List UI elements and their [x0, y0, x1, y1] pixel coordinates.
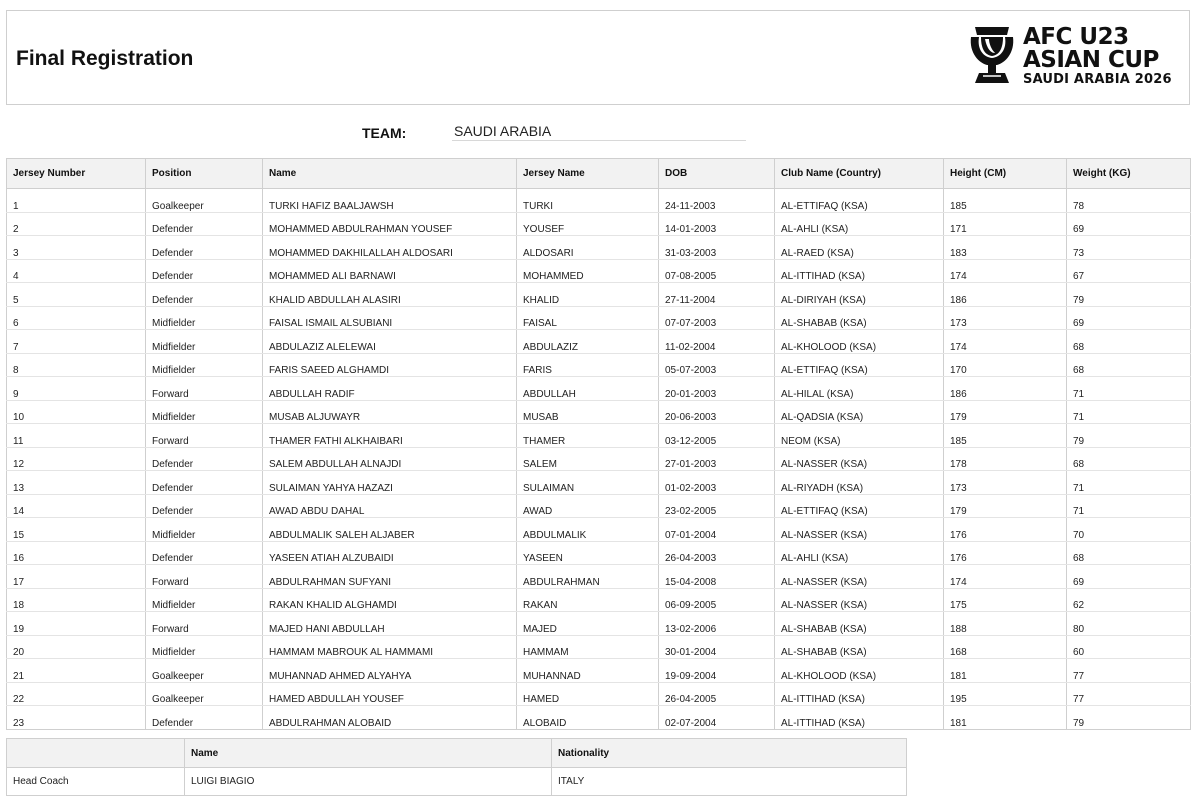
name-cell: FARIS SAEED ALGHAMDI [263, 353, 517, 377]
weight-cell: 77 [1067, 659, 1191, 683]
club-cell: AL-NASSER (KSA) [775, 588, 944, 612]
name-cell: ABDULRAHMAN SUFYANI [263, 565, 517, 589]
table-row [7, 682, 1191, 706]
dob-cell: 07-08-2005 [659, 259, 775, 283]
table-row [7, 353, 1191, 377]
club-cell: AL-SHABAB (KSA) [775, 306, 944, 330]
jersey-name-cell: MAJED [517, 612, 659, 636]
jersey-name-cell: TURKI [517, 189, 659, 213]
weight-cell: 71 [1067, 494, 1191, 518]
name-cell: YASEEN ATIAH ALZUBAIDI [263, 541, 517, 565]
height-cell: 175 [944, 588, 1067, 612]
jersey-number-cell: 7 [7, 330, 146, 354]
weight-cell: 68 [1067, 353, 1191, 377]
height-cell: 181 [944, 659, 1067, 683]
height-cell: 188 [944, 612, 1067, 636]
jersey-number-cell: 16 [7, 541, 146, 565]
club-cell: AL-ITTIHAD (KSA) [775, 682, 944, 706]
weight-cell: 60 [1067, 635, 1191, 659]
weight-cell: 69 [1067, 565, 1191, 589]
table-row [7, 377, 1191, 401]
jersey-number-cell: 1 [7, 189, 146, 213]
name-cell: ABDULLAH RADIF [263, 377, 517, 401]
name-cell: THAMER FATHI ALKHAIBARI [263, 424, 517, 448]
club-cell: AL-ITTIHAD (KSA) [775, 259, 944, 283]
jersey-name-cell: ABDULLAH [517, 377, 659, 401]
column-header: Nationality [552, 739, 907, 768]
position-cell: Forward [146, 377, 263, 401]
table-row [7, 259, 1191, 283]
weight-cell: 62 [1067, 588, 1191, 612]
position-cell: Forward [146, 612, 263, 636]
dob-cell: 24-11-2003 [659, 189, 775, 213]
dob-cell: 07-07-2003 [659, 306, 775, 330]
dob-cell: 06-09-2005 [659, 588, 775, 612]
jersey-number-cell: 4 [7, 259, 146, 283]
weight-cell: 71 [1067, 377, 1191, 401]
jersey-name-cell: MUHANNAD [517, 659, 659, 683]
dob-cell: 20-06-2003 [659, 400, 775, 424]
position-cell: Defender [146, 283, 263, 307]
weight-cell: 78 [1067, 189, 1191, 213]
jersey-number-cell: 17 [7, 565, 146, 589]
column-header: Height (CM) [944, 159, 1067, 189]
jersey-name-cell: MUSAB [517, 400, 659, 424]
dob-cell: 27-01-2003 [659, 447, 775, 471]
column-header: Position [146, 159, 263, 189]
team-row [362, 122, 746, 142]
name-cell: MUHANNAD AHMED ALYAHYA [263, 659, 517, 683]
name-cell: SALEM ABDULLAH ALNAJDI [263, 447, 517, 471]
position-cell: Midfielder [146, 330, 263, 354]
table-row [7, 494, 1191, 518]
position-cell: Defender [146, 471, 263, 495]
jersey-name-cell: SULAIMAN [517, 471, 659, 495]
jersey-name-cell: HAMMAM [517, 635, 659, 659]
position-cell: Goalkeeper [146, 189, 263, 213]
height-cell: 181 [944, 706, 1067, 730]
column-header [7, 739, 185, 768]
jersey-name-cell: RAKAN [517, 588, 659, 612]
jersey-name-cell: SALEM [517, 447, 659, 471]
name-cell: FAISAL ISMAIL ALSUBIANI [263, 306, 517, 330]
jersey-name-cell: THAMER [517, 424, 659, 448]
jersey-name-cell: FAISAL [517, 306, 659, 330]
table-row [7, 659, 1191, 683]
club-cell: AL-NASSER (KSA) [775, 447, 944, 471]
players-table-body [7, 189, 1191, 730]
position-cell: Midfielder [146, 635, 263, 659]
jersey-number-cell: 23 [7, 706, 146, 730]
column-header: Jersey Name [517, 159, 659, 189]
column-header: Name [185, 739, 552, 768]
club-cell: AL-HILAL (KSA) [775, 377, 944, 401]
club-cell: AL-AHLI (KSA) [775, 541, 944, 565]
table-row [7, 588, 1191, 612]
dob-cell: 02-07-2004 [659, 706, 775, 730]
height-cell: 179 [944, 494, 1067, 518]
staff-name: LUIGI BIAGIO [185, 768, 552, 796]
table-row [7, 212, 1191, 236]
weight-cell: 79 [1067, 283, 1191, 307]
position-cell: Midfielder [146, 588, 263, 612]
column-header: Jersey Number [7, 159, 146, 189]
jersey-name-cell: ABDULMALIK [517, 518, 659, 542]
jersey-name-cell: MOHAMMED [517, 259, 659, 283]
jersey-number-cell: 14 [7, 494, 146, 518]
weight-cell: 71 [1067, 471, 1191, 495]
club-cell: AL-ITTIHAD (KSA) [775, 706, 944, 730]
dob-cell: 23-02-2005 [659, 494, 775, 518]
club-cell: AL-DIRIYAH (KSA) [775, 283, 944, 307]
club-cell: AL-ETTIFAQ (KSA) [775, 494, 944, 518]
logo-line-1: AFC U23 [1023, 24, 1129, 50]
weight-cell: 79 [1067, 706, 1191, 730]
height-cell: 168 [944, 635, 1067, 659]
table-row [7, 424, 1191, 448]
jersey-name-cell: ALOBAID [517, 706, 659, 730]
table-row [7, 565, 1191, 589]
column-header: Weight (KG) [1067, 159, 1191, 189]
height-cell: 179 [944, 400, 1067, 424]
jersey-name-cell: HAMED [517, 682, 659, 706]
club-cell: AL-RIYADH (KSA) [775, 471, 944, 495]
table-row [7, 447, 1191, 471]
table-row [7, 635, 1191, 659]
dob-cell: 30-01-2004 [659, 635, 775, 659]
jersey-number-cell: 8 [7, 353, 146, 377]
jersey-name-cell: ABDULRAHMAN [517, 565, 659, 589]
jersey-name-cell: AWAD [517, 494, 659, 518]
weight-cell: 79 [1067, 424, 1191, 448]
position-cell: Defender [146, 541, 263, 565]
dob-cell: 19-09-2004 [659, 659, 775, 683]
height-cell: 185 [944, 189, 1067, 213]
name-cell: MOHAMMED ALI BARNAWI [263, 259, 517, 283]
club-cell: AL-QADSIA (KSA) [775, 400, 944, 424]
staff-nationality: ITALY [552, 768, 907, 796]
header-box [6, 10, 1190, 105]
column-header: Name [263, 159, 517, 189]
height-cell: 174 [944, 259, 1067, 283]
dob-cell: 05-07-2003 [659, 353, 775, 377]
team-label: TEAM: [362, 125, 407, 141]
dob-cell: 03-12-2005 [659, 424, 775, 448]
dob-cell: 11-02-2004 [659, 330, 775, 354]
table-row [7, 330, 1191, 354]
position-cell: Goalkeeper [146, 682, 263, 706]
page-title: Final Registration [16, 47, 194, 70]
name-cell: MOHAMMED DAKHILALLAH ALDOSARI [263, 236, 517, 260]
jersey-name-cell: YOUSEF [517, 212, 659, 236]
table-row [7, 471, 1191, 495]
weight-cell: 70 [1067, 518, 1191, 542]
position-cell: Defender [146, 447, 263, 471]
jersey-number-cell: 9 [7, 377, 146, 401]
club-cell: AL-RAED (KSA) [775, 236, 944, 260]
jersey-name-cell: YASEEN [517, 541, 659, 565]
dob-cell: 20-01-2003 [659, 377, 775, 401]
column-header: DOB [659, 159, 775, 189]
name-cell: HAMMAM MABROUK AL HAMMAMI [263, 635, 517, 659]
trophy-icon [965, 23, 1019, 87]
table-row [7, 541, 1191, 565]
height-cell: 178 [944, 447, 1067, 471]
name-cell: ABDULRAHMAN ALOBAID [263, 706, 517, 730]
jersey-number-cell: 13 [7, 471, 146, 495]
jersey-number-cell: 6 [7, 306, 146, 330]
height-cell: 176 [944, 518, 1067, 542]
name-cell: MAJED HANI ABDULLAH [263, 612, 517, 636]
jersey-number-cell: 20 [7, 635, 146, 659]
table-row [7, 189, 1191, 213]
dob-cell: 01-02-2003 [659, 471, 775, 495]
height-cell: 176 [944, 541, 1067, 565]
jersey-number-cell: 22 [7, 682, 146, 706]
position-cell: Defender [146, 706, 263, 730]
name-cell: AWAD ABDU DAHAL [263, 494, 517, 518]
jersey-name-cell: ABDULAZIZ [517, 330, 659, 354]
position-cell: Forward [146, 424, 263, 448]
weight-cell: 73 [1067, 236, 1191, 260]
dob-cell: 07-01-2004 [659, 518, 775, 542]
jersey-name-cell: ALDOSARI [517, 236, 659, 260]
name-cell: KHALID ABDULLAH ALASIRI [263, 283, 517, 307]
column-header: Club Name (Country) [775, 159, 944, 189]
jersey-number-cell: 21 [7, 659, 146, 683]
jersey-number-cell: 3 [7, 236, 146, 260]
club-cell: AL-ETTIFAQ (KSA) [775, 189, 944, 213]
club-cell: AL-NASSER (KSA) [775, 565, 944, 589]
players-table [6, 158, 1191, 730]
position-cell: Defender [146, 494, 263, 518]
club-cell: AL-AHLI (KSA) [775, 212, 944, 236]
club-cell: AL-ETTIFAQ (KSA) [775, 353, 944, 377]
name-cell: TURKI HAFIZ BAALJAWSH [263, 189, 517, 213]
weight-cell: 68 [1067, 447, 1191, 471]
staff-header-row [7, 739, 907, 768]
name-cell: RAKAN KHALID ALGHAMDI [263, 588, 517, 612]
weight-cell: 69 [1067, 212, 1191, 236]
dob-cell: 26-04-2003 [659, 541, 775, 565]
weight-cell: 77 [1067, 682, 1191, 706]
staff-role: Head Coach [7, 768, 185, 796]
jersey-name-cell: KHALID [517, 283, 659, 307]
players-header-row [7, 159, 1191, 189]
position-cell: Goalkeeper [146, 659, 263, 683]
weight-cell: 71 [1067, 400, 1191, 424]
jersey-number-cell: 2 [7, 212, 146, 236]
staff-row [7, 768, 907, 796]
height-cell: 173 [944, 471, 1067, 495]
table-row [7, 518, 1191, 542]
dob-cell: 14-01-2003 [659, 212, 775, 236]
height-cell: 171 [944, 212, 1067, 236]
jersey-number-cell: 19 [7, 612, 146, 636]
height-cell: 186 [944, 283, 1067, 307]
table-row [7, 283, 1191, 307]
weight-cell: 69 [1067, 306, 1191, 330]
height-cell: 185 [944, 424, 1067, 448]
dob-cell: 31-03-2003 [659, 236, 775, 260]
table-row [7, 236, 1191, 260]
position-cell: Defender [146, 212, 263, 236]
position-cell: Defender [146, 259, 263, 283]
position-cell: Midfielder [146, 518, 263, 542]
jersey-number-cell: 11 [7, 424, 146, 448]
weight-cell: 68 [1067, 330, 1191, 354]
club-cell: AL-KHOLOOD (KSA) [775, 659, 944, 683]
team-value: SAUDI ARABIA [454, 123, 552, 139]
height-cell: 174 [944, 330, 1067, 354]
staff-table [6, 738, 907, 796]
team-underline [452, 140, 746, 141]
height-cell: 174 [944, 565, 1067, 589]
position-cell: Forward [146, 565, 263, 589]
weight-cell: 68 [1067, 541, 1191, 565]
table-row [7, 706, 1191, 730]
name-cell: ABDULAZIZ ALELEWAI [263, 330, 517, 354]
weight-cell: 67 [1067, 259, 1191, 283]
club-cell: AL-NASSER (KSA) [775, 518, 944, 542]
name-cell: MOHAMMED ABDULRAHMAN YOUSEF [263, 212, 517, 236]
dob-cell: 15-04-2008 [659, 565, 775, 589]
table-row [7, 400, 1191, 424]
jersey-number-cell: 15 [7, 518, 146, 542]
jersey-number-cell: 5 [7, 283, 146, 307]
club-cell: AL-SHABAB (KSA) [775, 612, 944, 636]
height-cell: 170 [944, 353, 1067, 377]
dob-cell: 26-04-2005 [659, 682, 775, 706]
table-row [7, 306, 1191, 330]
name-cell: HAMED ABDULLAH YOUSEF [263, 682, 517, 706]
position-cell: Midfielder [146, 353, 263, 377]
height-cell: 173 [944, 306, 1067, 330]
club-cell: AL-SHABAB (KSA) [775, 635, 944, 659]
position-cell: Midfielder [146, 306, 263, 330]
jersey-name-cell: FARIS [517, 353, 659, 377]
height-cell: 186 [944, 377, 1067, 401]
dob-cell: 27-11-2004 [659, 283, 775, 307]
jersey-number-cell: 10 [7, 400, 146, 424]
table-row [7, 612, 1191, 636]
jersey-number-cell: 12 [7, 447, 146, 471]
position-cell: Defender [146, 236, 263, 260]
name-cell: SULAIMAN YAHYA HAZAZI [263, 471, 517, 495]
logo-line-3: SAUDI ARABIA 2026 [1023, 72, 1172, 87]
position-cell: Midfielder [146, 400, 263, 424]
height-cell: 195 [944, 682, 1067, 706]
club-cell: NEOM (KSA) [775, 424, 944, 448]
weight-cell: 80 [1067, 612, 1191, 636]
name-cell: ABDULMALIK SALEH ALJABER [263, 518, 517, 542]
dob-cell: 13-02-2006 [659, 612, 775, 636]
tournament-logo [965, 23, 1175, 93]
name-cell: MUSAB ALJUWAYR [263, 400, 517, 424]
club-cell: AL-KHOLOOD (KSA) [775, 330, 944, 354]
logo-line-2: ASIAN CUP [1023, 47, 1159, 73]
jersey-number-cell: 18 [7, 588, 146, 612]
height-cell: 183 [944, 236, 1067, 260]
